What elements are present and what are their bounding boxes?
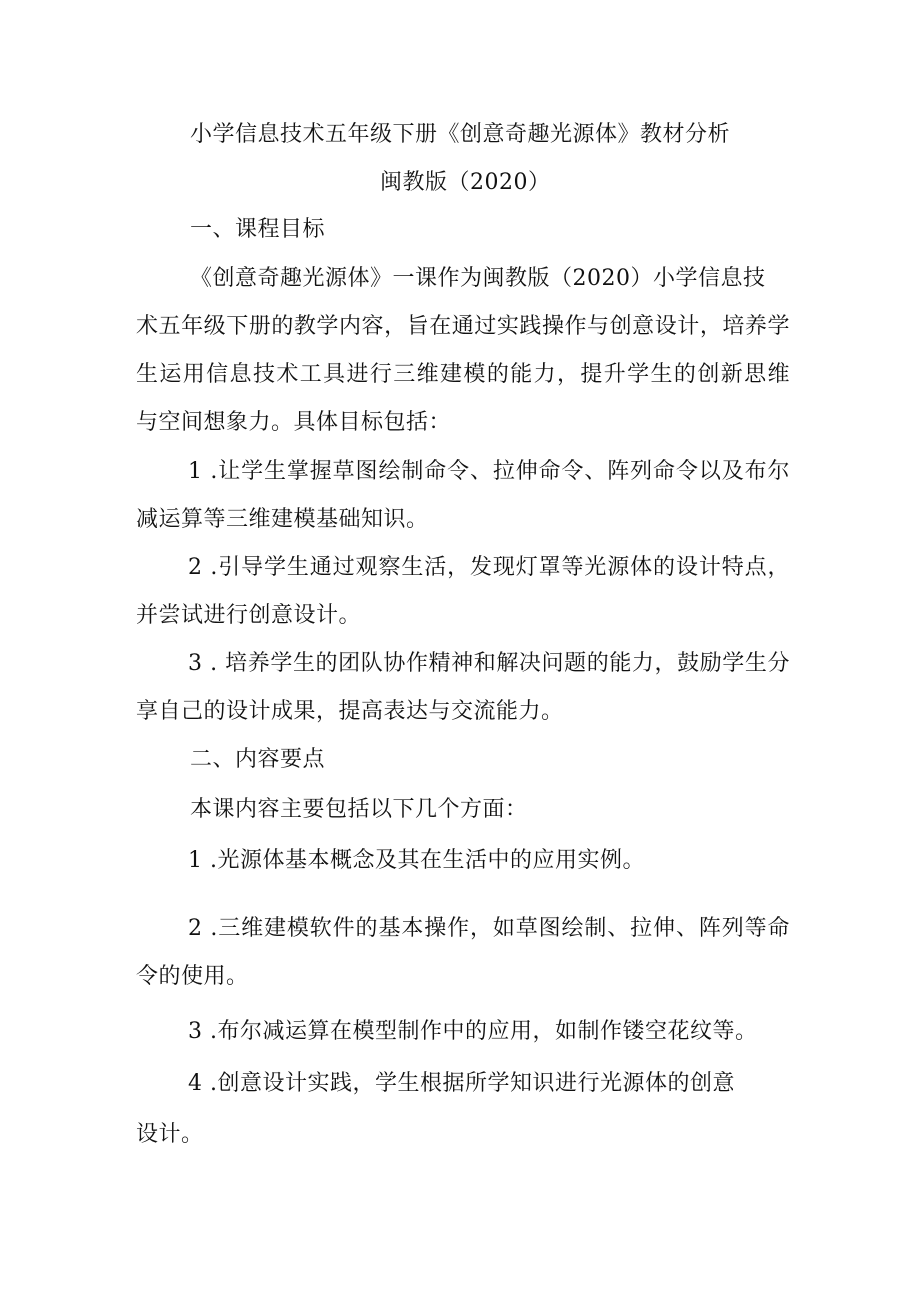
section1-intro-line: 《创意奇趣光源体》一课作为闽教版（2020）小学信息技: [190, 266, 766, 291]
content-item-4-line: 设计。: [136, 1122, 204, 1147]
content-item-1-line: 1 .光源体基本概念及其在生活中的应用实例。: [188, 848, 645, 873]
objective-item-1-line: 减运算等三维建模基础知识。: [136, 507, 429, 532]
content-item-2-line: 2 .三维建模软件的基本操作，如草图绘制、拉伸、阵列等命: [188, 916, 790, 941]
objective-item-3-line: 享自己的设计成果，提高表达与交流能力。: [136, 699, 564, 724]
objective-item-2-line: 并尝试进行创意设计。: [136, 603, 362, 628]
objective-item-3-line: 3 . 培养学生的团队协作精神和解决问题的能力，鼓励学生分: [188, 651, 790, 676]
section2-intro: 本课内容主要包括以下几个方面：: [190, 797, 528, 822]
content-item-4-line: 4 .创意设计实践，学生根据所学知识进行光源体的创意: [188, 1071, 735, 1096]
doc-title: 小学信息技术五年级下册《创意奇趣光源体》教材分析: [190, 122, 731, 147]
content-item-3-line: 3 .布尔减运算在模型制作中的应用，如制作镂空花纹等。: [188, 1019, 758, 1044]
objective-item-2-line: 2 .引导学生通过观察生活，发现灯罩等光源体的设计特点，: [188, 555, 790, 580]
doc-subtitle: 闽教版（2020）: [380, 170, 551, 195]
section1-intro-line: 术五年级下册的教学内容，旨在通过实践操作与创意设计，培养学: [136, 314, 790, 339]
section1-intro-line: 生运用信息技术工具进行三维建模的能力，提升学生的创新思维: [136, 362, 790, 387]
section2-heading: 二、内容要点: [190, 747, 326, 772]
section1-intro-line: 与空间想象力。具体目标包括：: [136, 410, 452, 435]
objective-item-1-line: 1 .让学生掌握草图绘制命令、拉伸命令、阵列命令以及布尔: [188, 459, 790, 484]
content-item-2-line: 令的使用。: [136, 964, 249, 989]
section1-heading: 一、课程目标: [190, 217, 326, 242]
